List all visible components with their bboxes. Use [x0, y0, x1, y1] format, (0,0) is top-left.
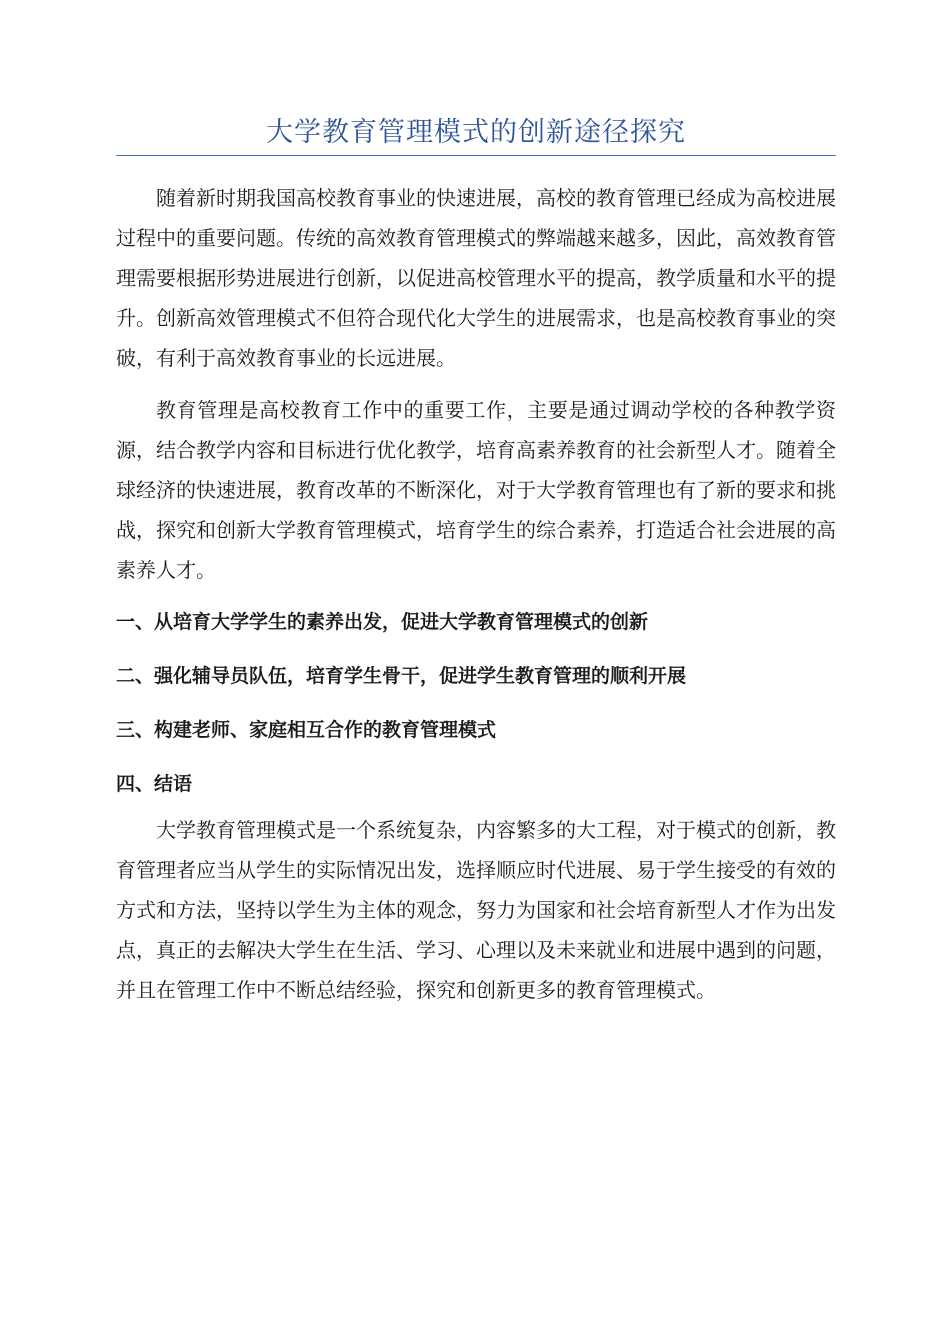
intro-paragraph-2: 教育管理是高校教育工作中的重要工作，主要是通过调动学校的各种教学资源，结合教学内容和目标进行优化教学，培育高素养教育的社会新型人才。随着全球经济的快速进展，教育改革的不断深化，对于大学教育管理也有了新的要求和挑战，探究和创新大学教育管理模式，培育学生的综合素养，打造适合社会进展的高素养人才。: [116, 398, 836, 582]
section-heading-4: 四、结语: [116, 773, 193, 795]
intro-paragraph-1: 随着新时期我国高校教育事业的快速进展，高校的教育管理已经成为高校进展过程中的重要问题。传统的高效教育管理模式的弊端越来越多，因此，高效教育管理需要根据形势进展进行创新，以促进高校管理水平的提高，教学质量和水平的提升。创新高效管理模式不但符合现代化大学生的进展需求，也是高校教育事业的突破，有利于高效教育事业的长远进展。: [116, 186, 836, 370]
section-headings: [116, 608, 836, 798]
conclusion-paragraph: 大学教育管理模式是一个系统复杂，内容繁多的大工程，对于模式的创新，教育管理者应当从学生的实际情况出发，选择顺应时代进展、易于学生接受的有效的方式和方法，坚持以学生为主体的观念，努力为国家和社会培育新型人才作为出发点，真正的去解决大学生在生活、学习、心理以及未来就业和进展中遇到的问题，并且在管理工作中不断总结经验，探究和创新更多的教育管理模式。: [116, 818, 836, 1002]
section-heading-1: 一、从培育大学学生的素养出发，促进大学教育管理模式的创新: [116, 611, 649, 633]
section-heading-3: 三、构建老师、家庭相互合作的教育管理模式: [116, 719, 497, 741]
document-title: 大学教育管理模式的创新途径探究: [116, 110, 836, 156]
document-page: [116, 110, 836, 1022]
section-heading-2: 二、强化辅导员队伍，培育学生骨干，促进学生教育管理的顺利开展: [116, 665, 687, 687]
